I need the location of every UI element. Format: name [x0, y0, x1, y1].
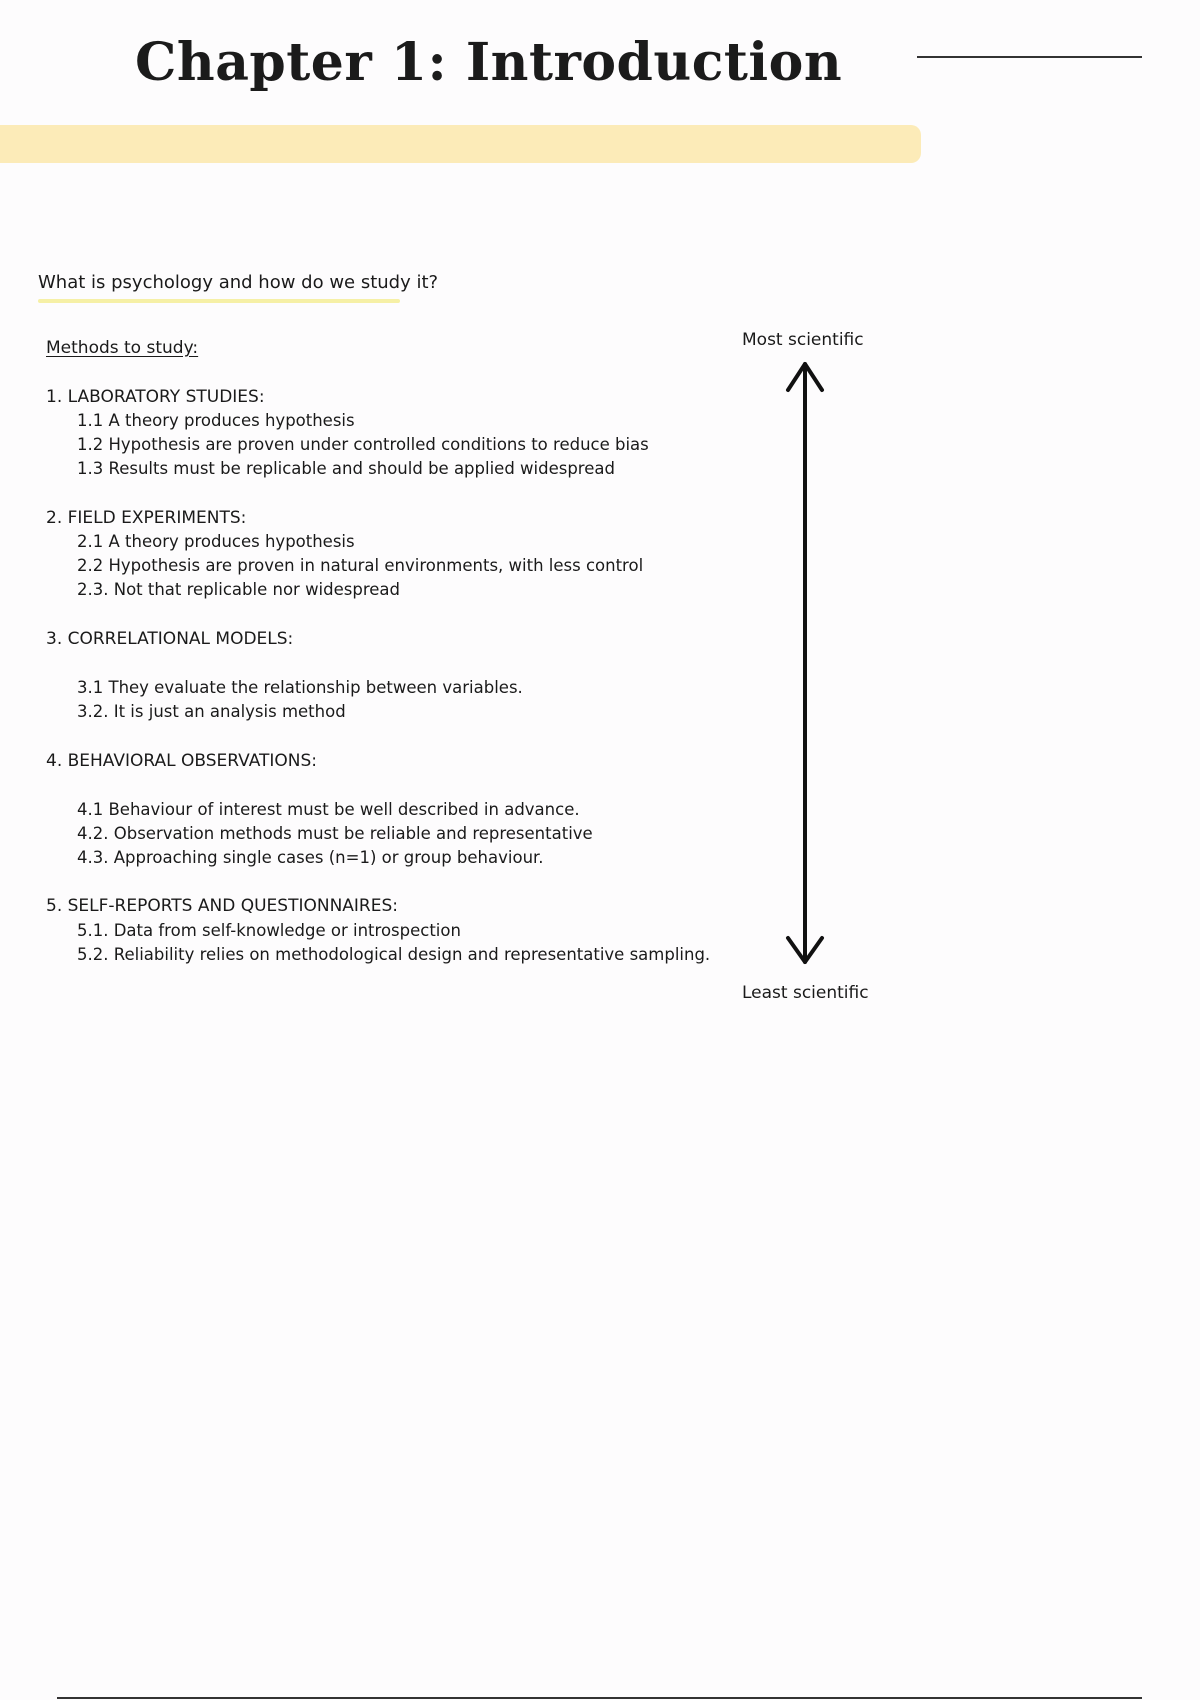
scale-top-label: Most scientific: [742, 330, 864, 350]
method-point: 4.3. Approaching single cases (n=1) or group behaviour.: [77, 848, 544, 867]
highlight-band: [0, 125, 921, 163]
bottom-rule: [57, 1697, 1142, 1699]
question-highlight-underline: [38, 299, 400, 303]
method-title-self-reports: 5. SELF-REPORTS AND QUESTIONNAIRES:: [46, 896, 399, 916]
scale-bottom-label: Least scientific: [742, 983, 869, 1003]
method-point: 3.1 They evaluate the relationship between variables.: [77, 678, 523, 697]
page-title: Chapter 1: Introduction: [135, 32, 843, 93]
method-point: 2.3. Not that replicable nor widespread: [77, 580, 400, 599]
method-title-laboratory: 1. LABORATORY STUDIES:: [46, 387, 265, 407]
method-point: 2.1 A theory produces hypothesis: [77, 532, 355, 551]
method-title-field: 2. FIELD EXPERIMENTS:: [46, 508, 247, 528]
method-point: 1.3 Results must be replicable and should be applied widespread: [77, 459, 615, 478]
intro-question: What is psychology and how do we study it?: [38, 272, 439, 293]
method-title-correlational: 3. CORRELATIONAL MODELS:: [46, 629, 294, 649]
method-point: 1.2 Hypothesis are proven under controlled conditions to reduce bias: [77, 435, 649, 454]
method-point: 1.1 A theory produces hypothesis: [77, 411, 355, 430]
double-arrow-icon: [780, 358, 836, 970]
method-point: 5.2. Reliability relies on methodological design and representative sampling.: [77, 945, 711, 964]
method-point: 3.2. It is just an analysis method: [77, 702, 346, 721]
method-point: 2.2 Hypothesis are proven in natural environments, with less control: [77, 556, 644, 575]
title-rule: [917, 56, 1142, 58]
method-point: 4.1 Behaviour of interest must be well described in advance.: [77, 800, 580, 819]
methods-heading: Methods to study:: [46, 338, 199, 358]
method-point: 4.2. Observation methods must be reliable and representative: [77, 824, 593, 843]
method-point: 5.1. Data from self-knowledge or introspection: [77, 921, 461, 940]
method-title-behavioral: 4. BEHAVIORAL OBSERVATIONS:: [46, 751, 318, 771]
